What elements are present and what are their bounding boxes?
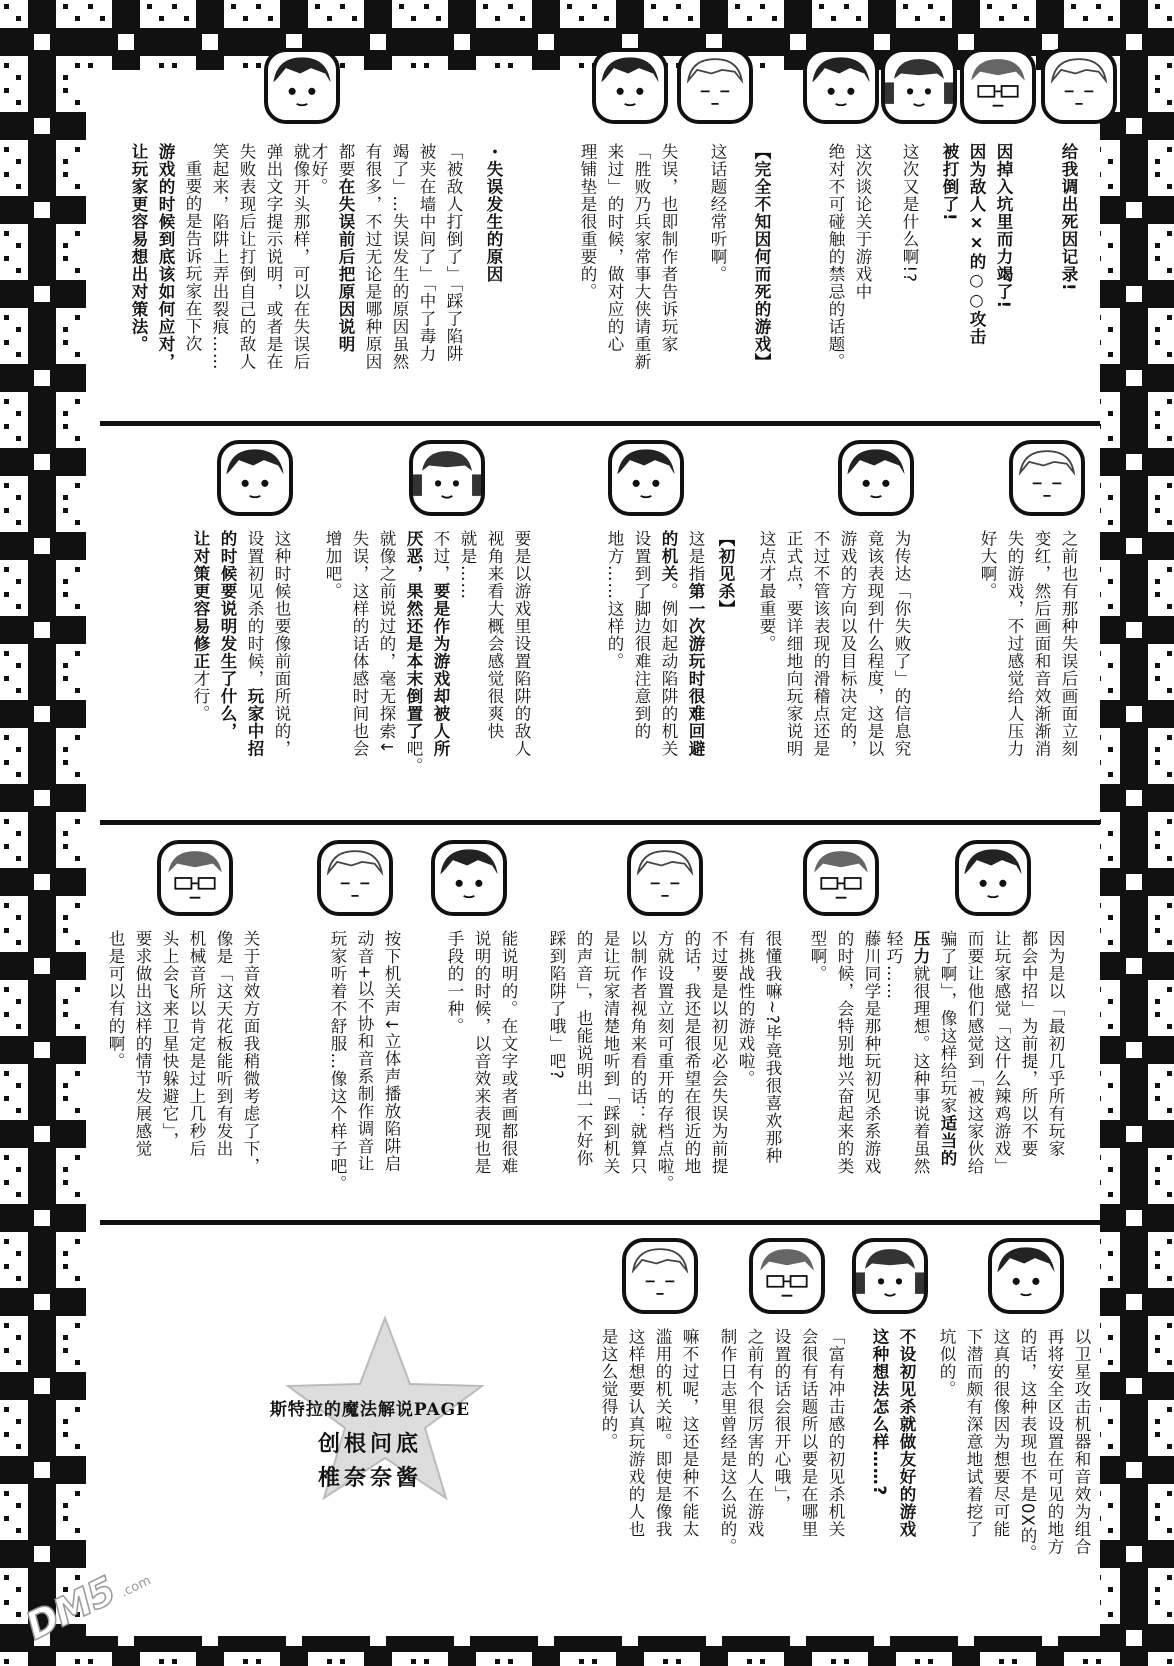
- text-column: 有挑战性的游戏啦。: [736, 930, 755, 1088]
- text-column: 的声音」，也能说明出一不好你: [574, 930, 593, 1167]
- text-column: 给我调出死因记录!: [1059, 143, 1078, 292]
- credit-line: 创根问底: [317, 1431, 422, 1457]
- character-face-dark-hair: [838, 440, 914, 516]
- text-column: 不过不管该表现的滑稽点还是: [811, 530, 830, 758]
- text-column: 之前也有那种失误后画面立刻: [1059, 530, 1078, 758]
- text-column: 的时候，会特别地兴奋起来的类: [835, 930, 854, 1175]
- text-column: 会很有话题所以要是在哪里: [799, 1328, 818, 1538]
- text-column: 增加吧。: [323, 530, 342, 600]
- text-column: 不过，要是作为游戏却被人所: [431, 530, 450, 758]
- text-column: 这话题经常听啊。: [708, 143, 727, 283]
- section-divider: [100, 1220, 1100, 1225]
- text-column: 藤川同学是那种玩初见杀系游戏: [862, 930, 881, 1175]
- text-column: 轻巧……: [884, 930, 903, 1000]
- text-column: 来过」的时候，做对应的心: [605, 143, 624, 353]
- text-column: 失的游戏，不过感觉给人压力: [1005, 530, 1024, 758]
- text-column: 这点才最重要。: [757, 530, 776, 653]
- text-column: 这次又是什么啊!?: [900, 143, 919, 283]
- text-column: 「被敌人打倒了」「踩了陷阱: [444, 143, 463, 363]
- text-column: 制作日志里曾经是这么说的。: [718, 1328, 737, 1556]
- text-column: 才好。: [309, 143, 328, 196]
- text-column: 重要的是告诉玩家在下次: [183, 160, 202, 353]
- credit-title: 斯特拉的魔法解说PAGE: [269, 1400, 471, 1420]
- character-face-light-hair: [622, 1238, 698, 1314]
- text-column: 以卫星攻击机器和音效为组合: [1072, 1328, 1091, 1556]
- text-column: 不过要是以初见必会失误为前提: [709, 930, 728, 1175]
- text-column: 被夹在墙中间了」「中了毒力: [417, 143, 436, 363]
- text-column: 都会中招」为前提，所以不要: [1019, 930, 1038, 1158]
- credit-author: 椎奈奈酱: [317, 1465, 422, 1491]
- text-column: 像是「这天花板能听到有发出: [214, 930, 233, 1158]
- text-column: 「胜败乃兵家常事大侠请重新: [632, 143, 651, 371]
- text-column: 坑似的。: [937, 1328, 956, 1398]
- section-divider: [100, 421, 1100, 426]
- text-column: 关于音效方面我稍微考虑了下，: [241, 930, 260, 1175]
- text-column: 就像开头那样，可以在失误后: [291, 143, 310, 371]
- character-face-dark-hair: [608, 440, 684, 516]
- text-column: 绝对不可碰触的禁忌的话题。: [826, 143, 845, 371]
- text-column: 玩家听着不舒服…像这个样子吧。: [328, 930, 347, 1193]
- text-column: 以制作者视角来看的话：就算只: [628, 930, 647, 1175]
- text-column: 地方……这样的。: [605, 530, 624, 670]
- text-column: 失误，这样的话体感时间也会: [350, 530, 369, 758]
- text-column: 很懂我嘛~?毕竟我很喜欢那种: [763, 930, 782, 1165]
- text-column: 是这么觉得的。: [599, 1328, 618, 1451]
- text-column: 的机关。例如起动陷阱的机关: [659, 530, 678, 758]
- text-column: 这真的很像因为想要尽可能: [991, 1328, 1010, 1538]
- character-face-dark-hair: [955, 840, 1031, 916]
- character-face-light-hair: [1041, 48, 1117, 124]
- character-face-light-hair: [677, 48, 753, 124]
- text-column: 这样想要认真玩游戏的人也: [626, 1328, 645, 1538]
- text-column: 而要让他们感觉到「被这家伙给: [965, 930, 984, 1175]
- text-column: 踩到陷阱了哦」吧?: [547, 930, 566, 1080]
- text-column: 让玩家感觉「这什么辣鸡游戏」: [992, 930, 1011, 1175]
- section-heading: 【初见杀】: [716, 530, 735, 618]
- text-column: 厌恶，果然还是本末倒置了吧。: [404, 530, 423, 775]
- text-column: 有很多，不过无论是哪种原因: [363, 143, 382, 371]
- text-column: 失误，也即制作者告诉玩家: [659, 143, 678, 353]
- text-column: 这种时候也要像前面所说的，: [272, 530, 291, 758]
- text-column: 好大啊。: [978, 530, 997, 600]
- character-face-light-hair: [627, 840, 703, 916]
- character-face-pigtails: [881, 48, 957, 124]
- text-column: 理铺垫是很重要的。: [578, 143, 597, 301]
- section-divider: [100, 820, 1100, 825]
- text-column: 竭了」…失误发生的原因虽然: [390, 143, 409, 371]
- character-face-dark-hair: [988, 1238, 1064, 1314]
- character-face-dark-hair: [592, 48, 668, 124]
- text-column: 设置的话会很开心哦」，: [772, 1328, 791, 1513]
- character-face-light-hair: [317, 840, 393, 916]
- section-heading: ・失误发生的原因: [484, 143, 503, 283]
- text-column: 【完全不知因何而死的游戏】: [752, 143, 771, 371]
- text-column: 游戏的时候到底该如何应对，: [156, 143, 175, 371]
- text-column: 就像之前说过的，毫无探索↓: [377, 530, 396, 755]
- character-face-pigtails: [852, 1238, 928, 1314]
- text-column: 这次谈论关于游戏中: [853, 143, 872, 301]
- character-face-dark-hair: [431, 840, 507, 916]
- text-column: 之前有个很厉害的人在游戏: [745, 1328, 764, 1538]
- text-column: 让对策更容易修正才行。: [191, 530, 210, 723]
- section-heading: 不设初见杀就做友好的游戏: [897, 1328, 916, 1538]
- watermark-logo: DM5: [18, 1568, 122, 1649]
- text-column: 按下机关声↓立体声播放陷阱启: [382, 930, 401, 1173]
- text-column: 因为敌人××的○○攻击: [967, 143, 986, 346]
- section-heading: 这种想法怎么样……?: [870, 1328, 889, 1497]
- text-column: 也是可以有的啊。: [106, 930, 125, 1070]
- character-face-light-hair: [1009, 440, 1085, 516]
- text-column: 型啊。: [808, 930, 827, 983]
- text-column: 要求做出这样的情节发展感觉: [133, 930, 152, 1158]
- text-column: 要是以游戏里设置陷阱的敌人: [512, 530, 531, 758]
- text-column: 让玩家更容易想出对策法。: [129, 143, 148, 353]
- text-column: 设置初见杀的时候，玩家中招: [245, 530, 264, 758]
- text-column: 「富有冲击感的初见杀机关: [826, 1328, 845, 1538]
- character-face-dark-hair: [217, 440, 293, 516]
- text-column: 设置到了脚边很难注意到的: [632, 530, 651, 740]
- credit-block: [205, 1393, 535, 1495]
- character-face-glasses: [960, 48, 1036, 124]
- character-face-dark-hair: [803, 48, 879, 124]
- text-column: 因为是以「最初几乎所有玩家: [1046, 930, 1065, 1158]
- text-column: 弹出文字提示说明，或者是在: [264, 143, 283, 371]
- text-column: 头上会飞来卫星快躲避它」，: [160, 930, 179, 1150]
- text-column: 机械音所以肯定是过上几秒后: [187, 930, 206, 1158]
- text-column: 方就设置立刻可重开的存档点啦。: [655, 930, 674, 1193]
- character-face-pigtails: [409, 440, 485, 516]
- text-column: 嘛不过呢，这还是种不能太: [680, 1328, 699, 1538]
- character-face-glasses: [157, 840, 233, 916]
- text-column: 说明的时候，以音效来表现也是: [472, 930, 491, 1175]
- text-column: 失败表现后让打倒自己的敌人: [237, 143, 256, 371]
- text-column: 为传达「你失败了」的信息究: [892, 530, 911, 758]
- text-column: 下潜而颇有深意地试着挖了: [964, 1328, 983, 1538]
- watermark-domain: .com: [118, 1573, 154, 1601]
- text-column: 正式点，要详细地向玩家说明: [784, 530, 803, 758]
- character-face-glasses: [803, 840, 879, 916]
- text-column: 都要在失误前后把原因说明: [336, 143, 355, 353]
- text-column: 就是……: [458, 530, 477, 600]
- text-column: 被打倒了!: [940, 143, 959, 222]
- text-column: 游戏的方向以及目标决定的，: [838, 530, 857, 758]
- text-column: 因掉入坑里而力竭了!: [994, 143, 1013, 310]
- text-column: 再将安全区设置在可见的地方: [1045, 1328, 1064, 1556]
- character-face-dark-hair: [264, 48, 340, 124]
- text-column: 的时候要说明发生了什么，: [218, 530, 237, 740]
- text-column: 是让玩家清楚地听到「踩到机关: [601, 930, 620, 1175]
- text-column: 动音+以不协和音系制作调音让: [355, 930, 374, 1173]
- text-column: 手段的一种。: [445, 930, 464, 1035]
- text-column: 竟该表现到什么程度，这是以: [865, 530, 884, 758]
- text-column: 视角来看大概会感觉很爽快: [485, 530, 504, 740]
- character-face-glasses: [749, 1238, 825, 1314]
- text-column: 笑起来，陷阱上弄出裂痕……: [210, 143, 229, 371]
- text-column: 变红，然后画面和音效渐渐消: [1032, 530, 1051, 758]
- text-column: 骗了啊」，像这样给玩家适当的: [938, 930, 957, 1167]
- text-column: 能说明的。在文字或者画都很难: [499, 930, 518, 1175]
- text-column: 滥用的机关啦。即使是像我: [653, 1328, 672, 1538]
- text-column: 的话，这种表现也不是0X的。: [1018, 1328, 1037, 1562]
- text-column: 压力就很理想。这种事说着虽然: [911, 930, 930, 1175]
- text-column: 的话，我还是很希望在很近的地: [682, 930, 701, 1175]
- text-column: 这是指第一次游玩时很难回避: [686, 530, 705, 758]
